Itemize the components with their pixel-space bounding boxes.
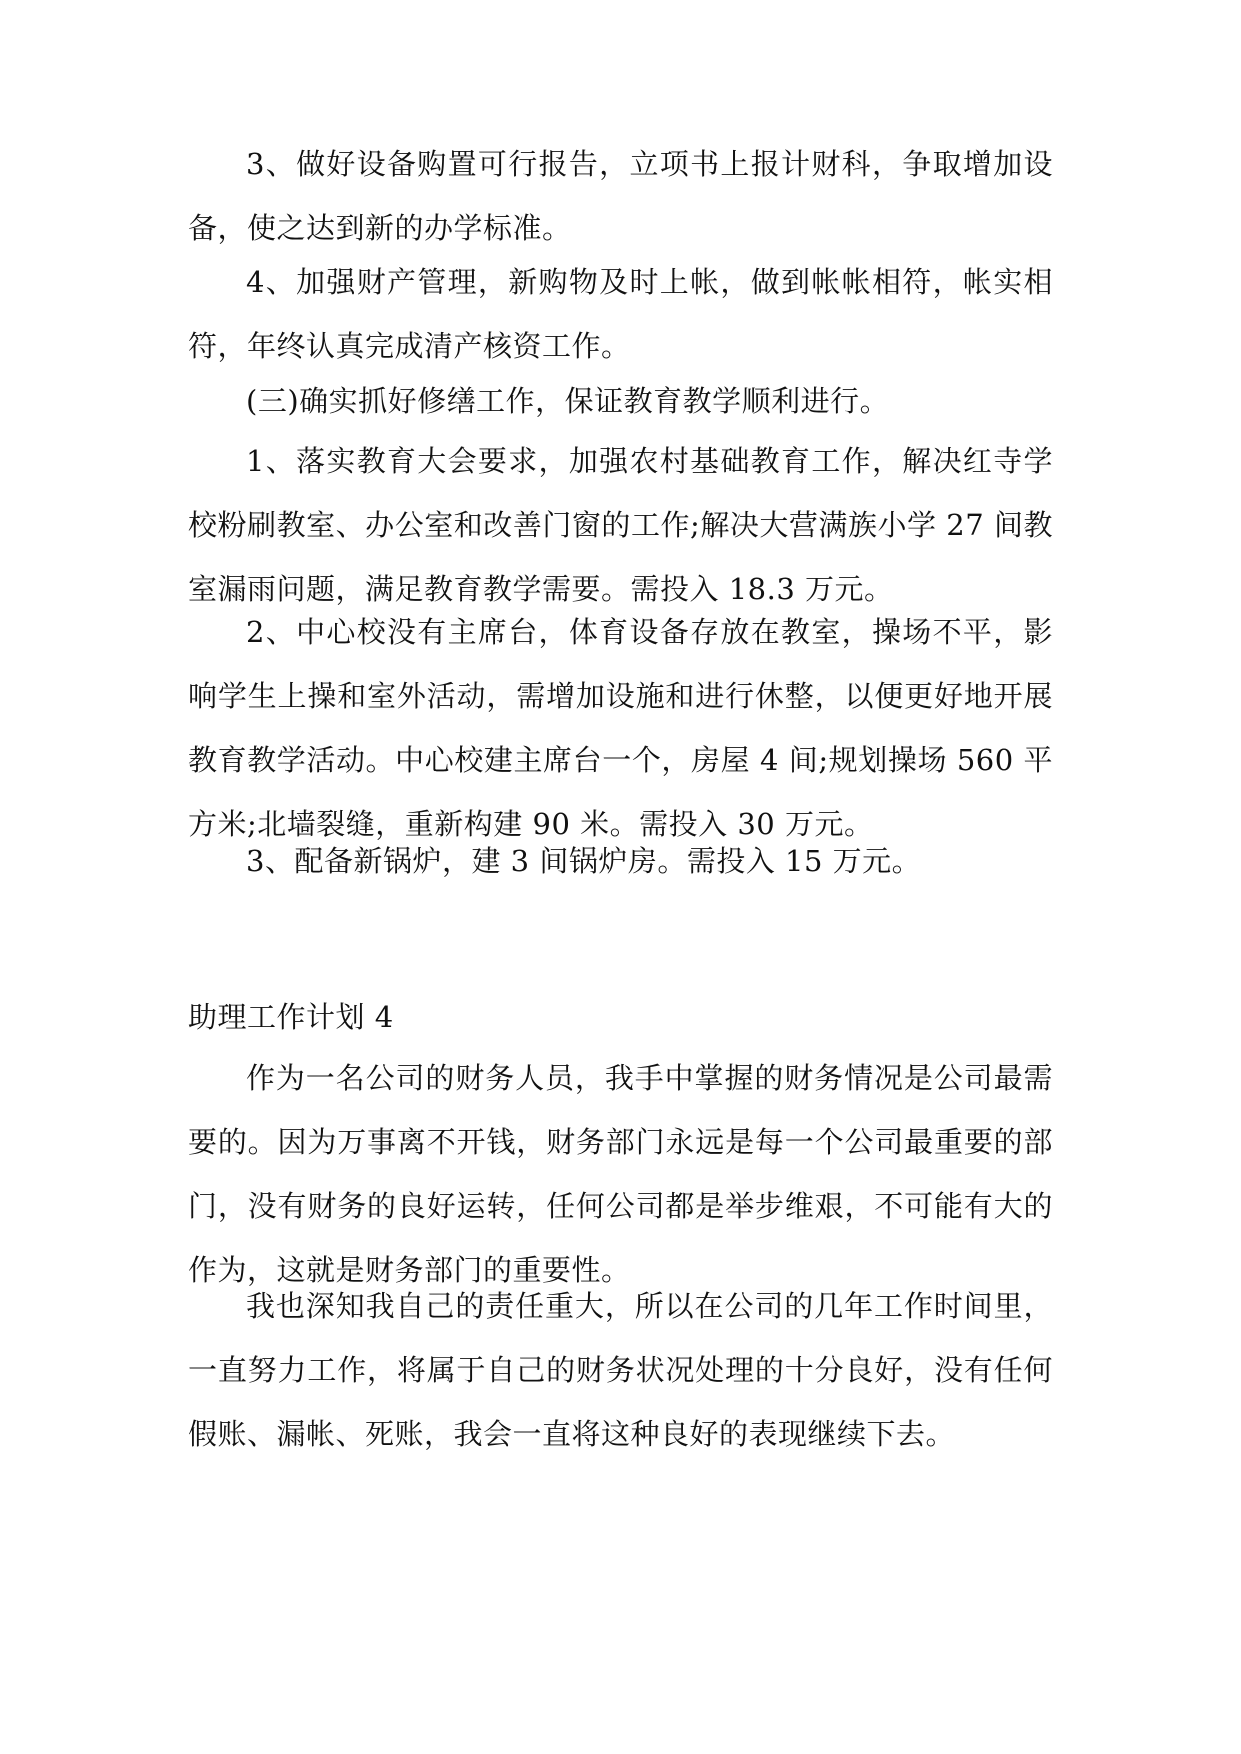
paragraph-repair-item-1: 1、落实教育大会要求，加强农村基础教育工作，解决红寺学校粉刷教室、办公室和改善门窗的工作;解决大营满族小学 27 间教室漏雨问题，满足教育教学需要。需投入 18.3 万元。 bbox=[188, 444, 1053, 606]
section-title: 助理工作计划 4 bbox=[188, 1000, 394, 1034]
paragraph-asset-management: 4、加强财产管理，新购物及时上帐，做到帐帐相符，帐实相符，年终认真完成清产核资工作。 bbox=[188, 265, 1053, 363]
paragraph-finance-importance: 作为一名公司的财务人员，我手中掌握的财务情况是公司最需要的。因为万事离不开钱，财务部门永远是每一个公司最重要的部门，没有财务的良好运转，任何公司都是举步维艰，不可能有大的作为，这就是财务部门的重要性。 bbox=[188, 1061, 1053, 1287]
paragraph-repair-item-3: 3、配备新锅炉，建 3 间锅炉房。需投入 15 万元。 bbox=[246, 844, 922, 878]
paragraph-finance-responsibility: 我也深知我自己的责任重大，所以在公司的几年工作时间里，一直努力工作，将属于自己的财务状况处理的十分良好，没有任何假账、漏帐、死账，我会一直将这种良好的表现继续下去。 bbox=[188, 1289, 1053, 1451]
paragraph-repair-section-heading: (三)确实抓好修缮工作，保证教育教学顺利进行。 bbox=[246, 384, 890, 418]
paragraph-repair-item-2: 2、中心校没有主席台，体育设备存放在教室，操场不平，影响学生上操和室外活动，需增加设施和进行休整，以便更好地开展教育教学活动。中心校建主席台一个，房屋 4 间;规划操场 560 平方米;北墙裂缝，重新构建 90 米。需投入 30 万元。 bbox=[188, 615, 1053, 841]
paragraph-equipment-purchase: 3、做好设备购置可行报告，立项书上报计财科，争取增加设备，使之达到新的办学标准。 bbox=[188, 147, 1053, 245]
